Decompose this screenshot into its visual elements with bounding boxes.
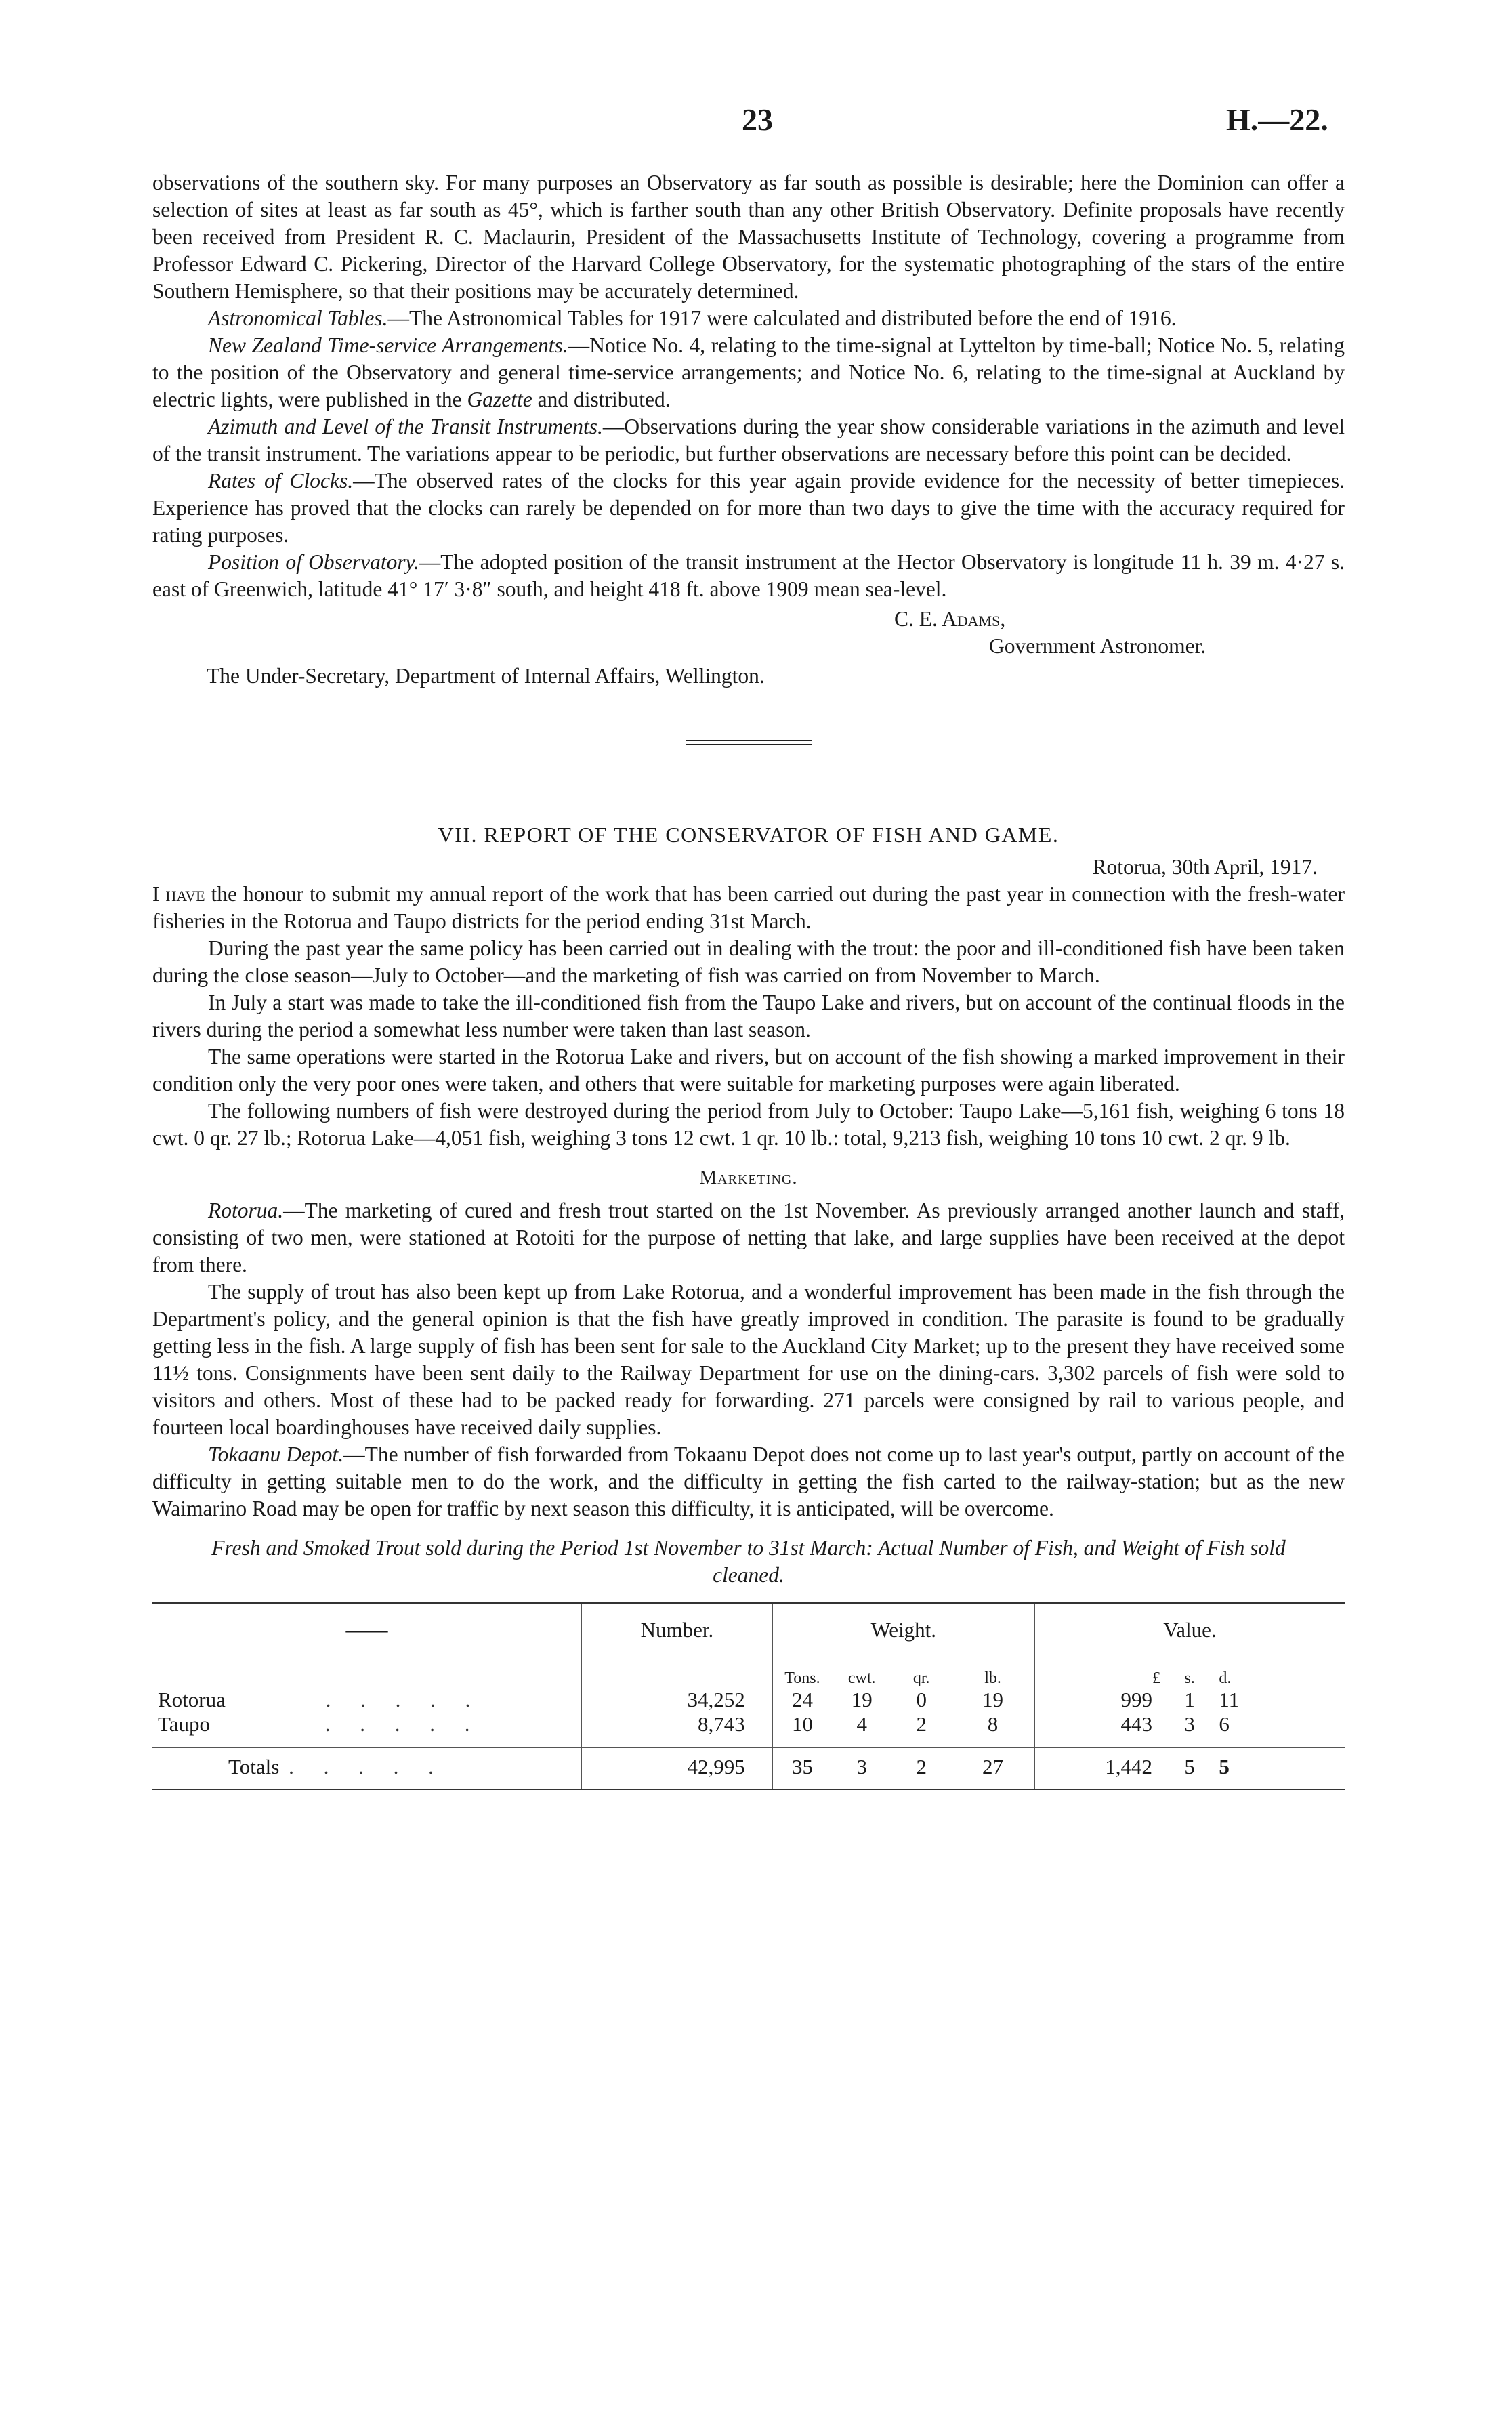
totals-tons: 35 [772, 1748, 832, 1790]
totals-lb: 27 [951, 1748, 1034, 1790]
unit-cwt: cwt. [832, 1657, 891, 1688]
position-paragraph: Position of Observatory.—The adopted position of the transit instrument at the Hector Observatory is longitude 11 h. 39 m. 4·27 s. east of Greenwich, latitude 41° 17′ 3·8″ south, and height 418 ft. above 1909 mean sea-level. [152, 550, 1345, 601]
observatory-continued-paragraph: observations of the southern sky. For many purposes an Observatory as far south as possible is desirable; here the Dominion can offer a selection of sites at least as far south as 45°, which is farther south than any other British Observatory. Definite proposals have recently been received from President R. C. Maclaurin, President of the Massachusetts Institute of Technology, covering a programme from Professor Edward C. Pickering, Director of the Harvard College Observatory, for the systematic photographing of the stars of the entire Southern Hemisphere, so that their positions may be accurately determined. [152, 171, 1345, 303]
taupo-paragraph: In July a start was made to take the ill-conditioned fish from the Taupo Lake and rivers, but on account of the continual floods in the rivers during the period a somewhat less number were taken than last season. [152, 991, 1345, 1041]
totals-qr: 2 [891, 1748, 951, 1790]
row-name: Taupo [158, 1712, 211, 1736]
position-heading: Position of Observatory. [208, 550, 419, 574]
page-number: 23 [742, 102, 773, 137]
time-service-paragraph: New Zealand Time-service Arrangements.—Notice No. 4, relating to the time-signal at Lyttelton by time-ball; Notice No. 5, relating to the position of the Observatory and general time-service arrangements; and Notice No. 6, relating to the time-signal at Auckland by electric lights, were published in the Gazette and distributed. [152, 333, 1345, 411]
leader-dots: . . . . . [325, 1688, 483, 1711]
totals-pence: 5 [1213, 1748, 1345, 1790]
page-body [152, 169, 1345, 1790]
azimuth-heading: Azimuth and Level of the Transit Instruments. [208, 415, 603, 438]
leader-dots: . . . . . [324, 1712, 482, 1736]
row-pence: 11 [1219, 1688, 1240, 1711]
row-tons: 24 [772, 1688, 832, 1712]
table-row [152, 1712, 1345, 1748]
unit-shillings: s. [1166, 1657, 1213, 1688]
totals-cwt: 3 [832, 1748, 891, 1790]
unit-qr: qr. [891, 1657, 951, 1688]
row-pence: 6 [1219, 1712, 1230, 1736]
row-number: 8,743 [582, 1712, 773, 1748]
trout-sales-table [152, 1602, 1345, 1790]
totals-label: Totals [228, 1755, 280, 1779]
row-qr: 0 [916, 1688, 927, 1711]
tokaanu-paragraph: Tokaanu Depot.—The number of fish forwarded from Tokaanu Depot does not come up to last year's output, partly on account of the difficulty in getting suitable men to do the work, and the difficulty in getting the fish carted to the railway-station; but as the new Waimarino Road may be open for traffic by next season this difficulty, it is anticipated, will be overcome. [152, 1442, 1345, 1520]
section-title: VII. REPORT OF THE CONSERVATOR OF FISH AND GAME. [438, 823, 1059, 847]
table-row [152, 1688, 1345, 1712]
row-tons: 10 [772, 1712, 832, 1748]
leader-dots: . . . . . [289, 1755, 446, 1779]
table-header-row [152, 1603, 1345, 1657]
row-cwt: 4 [856, 1712, 867, 1736]
azimuth-paragraph: Azimuth and Level of the Transit Instruments.—Observations during the year show considerable variations in the azimuth and level of the transit instrument. The variations appear to be periodic, but further observations are necessary before this point can be decided. [152, 415, 1345, 465]
section-divider [686, 740, 812, 745]
unit-pounds: £ [1034, 1657, 1166, 1688]
rotorua-operations-paragraph: The same operations were started in the Rotorua Lake and rivers, but on account of the fish showing a marked improvement in their condition only the very poor ones were taken, and others that were suitable for marketing purposes were again liberated. [152, 1045, 1345, 1096]
clocks-heading: Rates of Clocks. [208, 469, 354, 493]
units-row [152, 1657, 1345, 1688]
unit-pence: d. [1213, 1657, 1345, 1688]
time-service-heading: New Zealand Time-service Arrangements. [208, 333, 568, 357]
totals-pounds: 1,442 [1034, 1748, 1166, 1790]
astronomical-tables-heading: Astronomical Tables. [208, 306, 388, 330]
totals-row [152, 1748, 1345, 1790]
header-number: Number. [582, 1603, 773, 1657]
row-name: Rotorua [158, 1688, 226, 1711]
addressee: The Under-Secretary, Department of Internal Affairs, Wellington. [207, 664, 765, 688]
dateline: Rotorua, 30th April, 1917. [1092, 855, 1318, 879]
clocks-paragraph: Rates of Clocks.—The observed rates of the clocks for this year again provide evidence for the necessity of better timepieces. Experience has proved that the clocks can rarely be depended on for more than two days to give the time with the accuracy required for rating purposes. [152, 469, 1345, 547]
opening-paragraph: I have the honour to submit my annual report of the work that has been carried out during the past year in connection with the fresh-water fisheries in the Rotorua and Taupo districts for the period ending 31st March. [152, 882, 1345, 933]
row-lb: 8 [987, 1712, 999, 1736]
table-caption: Fresh and Smoked Trout sold during the Period 1st November to 31st March: Actual Number of Fish, and Weight of Fish sold cleaned. [211, 1536, 1286, 1587]
rotorua-heading: Rotorua. [208, 1199, 284, 1222]
supply-paragraph: The supply of trout has also been kept up from Lake Rotorua, and a wonderful improvement has been made in the fish through the Department's policy, and the general opinion is that the fish have greatly improved in condition. The parasite is found to be gradually getting less in the fish. A large supply of fish has been sent for sale to the Auckland City Market; up to the present they have received some 11½ tons. Consignments have been sent daily to the Railway Department for use on the dining-cars. 3,302 parcels of fish were sold to visitors and others. Most of these had to be packed ready for forwarding. 271 parcels were consigned by rail to various people, and fourteen local boardinghouses have received daily supplies. [152, 1280, 1345, 1439]
row-cwt: 19 [851, 1688, 873, 1711]
marketing-heading: Marketing. [699, 1167, 798, 1188]
signature-name: C. E. Adams, [894, 607, 1006, 631]
fish-destroyed-paragraph: The following numbers of fish were destroyed during the period from July to October: Taupo Lake—5,161 fish, weighing 6 tons 18 cwt. 0 qr. 27 lb.; Rotorua Lake—4,051 fish, weighing 3 tons 12 cwt. 1 qr. 10 lb.: total, 9,213 fish, weighing 10 tons 10 cwt. 2 qr. 9 lb. [152, 1099, 1345, 1150]
astronomical-tables-paragraph: Astronomical Tables.—The Astronomical Tables for 1917 were calculated and distributed before the end of 1916. [208, 306, 1177, 330]
row-shillings: 3 [1184, 1712, 1195, 1736]
signature-title: Government Astronomer. [989, 634, 1206, 658]
header-value: Value. [1034, 1603, 1345, 1657]
row-pounds: 999 [1034, 1688, 1166, 1712]
header-weight: Weight. [772, 1603, 1034, 1657]
totals-number: 42,995 [582, 1748, 773, 1790]
rotorua-marketing-paragraph: Rotorua.—The marketing of cured and fresh trout started on the 1st November. As previously arranged another launch and staff, consisting of two men, were stationed at Rotoiti for the purpose of netting that lake, and large supplies have been received at the depot from there. [152, 1199, 1345, 1276]
unit-lb: lb. [951, 1657, 1034, 1688]
row-lb: 19 [982, 1688, 1004, 1711]
policy-paragraph: During the past year the same policy has been carried out in dealing with the trout: the poor and ill-conditioned fish have been taken during the close season—July to October—and the marketing of fish was carried on from November to March. [152, 936, 1345, 987]
row-shillings: 1 [1184, 1688, 1195, 1711]
unit-tons: Tons. [772, 1657, 832, 1688]
totals-shillings: 5 [1166, 1748, 1213, 1790]
header-blank: —— [152, 1603, 582, 1657]
row-number: 34,252 [582, 1688, 773, 1712]
tokaanu-heading: Tokaanu Depot. [208, 1442, 344, 1466]
row-pounds: 443 [1034, 1712, 1166, 1748]
row-qr: 2 [916, 1712, 927, 1736]
document-reference: H.—22. [1226, 102, 1328, 137]
